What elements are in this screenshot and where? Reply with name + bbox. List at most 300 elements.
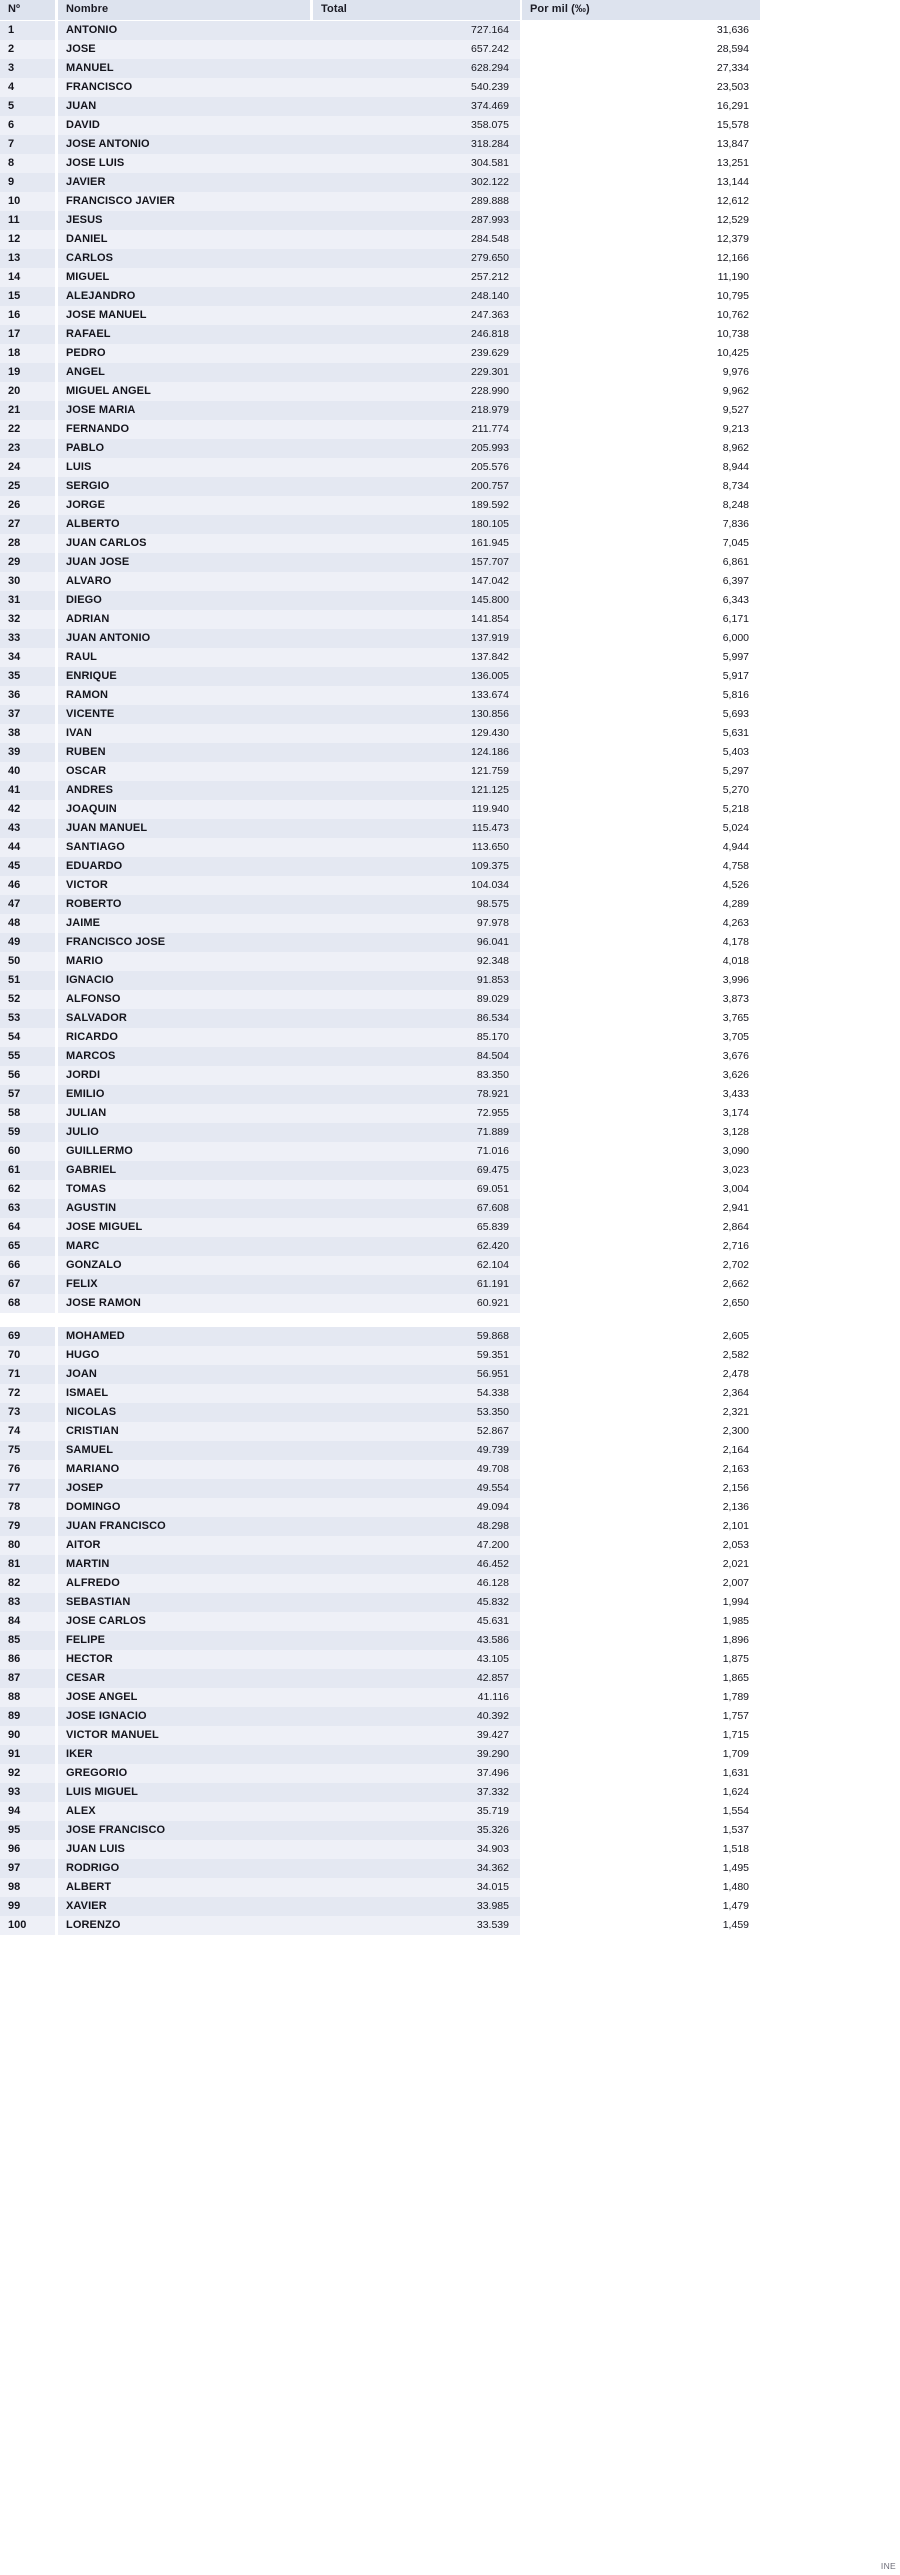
cell-permil: 5,297: [722, 765, 749, 777]
cell-name: XAVIER: [66, 1900, 107, 1912]
table-row[interactable]: [0, 1085, 900, 1104]
cell-name: IGNACIO: [66, 974, 114, 986]
table-row[interactable]: [0, 1764, 900, 1783]
table-row[interactable]: [0, 1726, 900, 1745]
table-row[interactable]: [0, 496, 900, 515]
cell-permil: 1,495: [722, 1862, 749, 1874]
cell-rank: 91: [8, 1748, 21, 1760]
cell-permil: 3,004: [722, 1183, 749, 1195]
cell-rank: 66: [8, 1259, 21, 1271]
cell-rank: 60: [8, 1145, 21, 1157]
cell-name: SEBASTIAN: [66, 1596, 131, 1608]
cell-permil: 2,164: [722, 1444, 749, 1456]
table-row[interactable]: [0, 325, 900, 344]
table-row[interactable]: [0, 154, 900, 173]
table-row[interactable]: [0, 1104, 900, 1123]
cell-rank: 96: [8, 1843, 21, 1855]
cell-permil: 1,994: [722, 1596, 749, 1608]
table-row[interactable]: [0, 1346, 900, 1365]
cell-permil: 3,996: [722, 974, 749, 986]
table-row[interactable]: [0, 1498, 900, 1517]
cell-permil: 3,174: [722, 1107, 749, 1119]
cell-rank: 88: [8, 1691, 21, 1703]
column-header-permil[interactable]: Por mil (‰): [530, 3, 590, 15]
cell-permil: 8,962: [722, 442, 749, 454]
cell-permil: 4,178: [722, 936, 749, 948]
cell-total: 69.475: [476, 1164, 509, 1176]
cell-name: RAFAEL: [66, 328, 111, 340]
cell-total: 53.350: [476, 1406, 509, 1418]
table-row[interactable]: [0, 1593, 900, 1612]
table-row[interactable]: [0, 344, 900, 363]
cell-total: 49.554: [476, 1482, 509, 1494]
cell-permil: 3,626: [722, 1069, 749, 1081]
cell-permil: 27,334: [716, 62, 749, 74]
cell-name: ROBERTO: [66, 898, 122, 910]
cell-rank: 28: [8, 537, 21, 549]
cell-permil: 10,738: [716, 328, 749, 340]
cell-permil: 16,291: [716, 100, 749, 112]
cell-permil: 13,847: [716, 138, 749, 150]
cell-name: FRANCISCO JOSE: [66, 936, 166, 948]
table-row[interactable]: [0, 1294, 900, 1313]
cell-rank: 45: [8, 860, 21, 872]
cell-rank: 2: [8, 43, 15, 55]
cell-total: 86.534: [476, 1012, 509, 1024]
cell-name: HECTOR: [66, 1653, 113, 1665]
table-row[interactable]: [0, 857, 900, 876]
table-row[interactable]: [0, 1631, 900, 1650]
cell-permil: 28,594: [716, 43, 749, 55]
cell-rank: 40: [8, 765, 21, 777]
cell-rank: 58: [8, 1107, 21, 1119]
table-header-row: [0, 0, 900, 20]
cell-permil: 5,997: [722, 651, 749, 663]
cell-permil: 3,023: [722, 1164, 749, 1176]
cell-rank: 33: [8, 632, 21, 644]
cell-name: JOSE CARLOS: [66, 1615, 146, 1627]
cell-rank: 12: [8, 233, 21, 245]
cell-name: IVAN: [66, 727, 92, 739]
table-row[interactable]: [0, 1384, 900, 1403]
cell-total: 540.239: [471, 81, 509, 93]
table-row[interactable]: [0, 1403, 900, 1422]
cell-rank: 93: [8, 1786, 21, 1798]
cell-total: 39.427: [476, 1729, 509, 1741]
cell-permil: 4,289: [722, 898, 749, 910]
table-row[interactable]: [0, 572, 900, 591]
cell-permil: 1,518: [722, 1843, 749, 1855]
table-row[interactable]: [0, 1859, 900, 1878]
cell-total: 115.473: [471, 822, 509, 834]
table-row[interactable]: [0, 1256, 900, 1275]
cell-rank: 43: [8, 822, 21, 834]
cell-name: JAIME: [66, 917, 101, 929]
table-row[interactable]: [0, 1783, 900, 1802]
cell-permil: 23,503: [716, 81, 749, 93]
cell-total: 218.979: [471, 404, 509, 416]
cell-name: JOSE ANGEL: [66, 1691, 138, 1703]
table-row[interactable]: [0, 971, 900, 990]
cell-rank: 37: [8, 708, 21, 720]
table-row[interactable]: [0, 1916, 900, 1935]
table-row[interactable]: [0, 1066, 900, 1085]
table-row[interactable]: [0, 1669, 900, 1688]
table-row[interactable]: [0, 439, 900, 458]
cell-name: MIGUEL: [66, 271, 110, 283]
cell-name: JORDI: [66, 1069, 101, 1081]
cell-total: 45.631: [476, 1615, 509, 1627]
table-row[interactable]: [0, 1840, 900, 1859]
cell-rank: 73: [8, 1406, 21, 1418]
cell-name: ISMAEL: [66, 1387, 109, 1399]
cell-name: DIEGO: [66, 594, 102, 606]
cell-total: 47.200: [476, 1539, 509, 1551]
table-row[interactable]: [0, 705, 900, 724]
cell-rank: 29: [8, 556, 21, 568]
table-row[interactable]: [0, 287, 900, 306]
cell-total: 129.430: [471, 727, 509, 739]
cell-permil: 2,864: [722, 1221, 749, 1233]
table-row[interactable]: [0, 724, 900, 743]
cell-name: JOSE: [66, 43, 96, 55]
cell-rank: 64: [8, 1221, 21, 1233]
cell-permil: 1,896: [722, 1634, 749, 1646]
table-row[interactable]: [0, 1555, 900, 1574]
cell-name: FRANCISCO: [66, 81, 133, 93]
table-row[interactable]: [0, 1460, 900, 1479]
cell-name: JUAN CARLOS: [66, 537, 147, 549]
cell-name: CARLOS: [66, 252, 114, 264]
table-row[interactable]: [0, 21, 900, 40]
cell-permil: 3,433: [722, 1088, 749, 1100]
table-row[interactable]: [0, 211, 900, 230]
cell-total: 35.719: [476, 1805, 509, 1817]
cell-rank: 61: [8, 1164, 21, 1176]
cell-permil: 5,218: [722, 803, 749, 815]
table-row[interactable]: [0, 667, 900, 686]
table-row[interactable]: [0, 306, 900, 325]
cell-permil: 12,529: [716, 214, 749, 226]
cell-permil: 2,605: [722, 1330, 749, 1342]
cell-rank: 86: [8, 1653, 21, 1665]
table-row[interactable]: [0, 591, 900, 610]
cell-rank: 27: [8, 518, 21, 530]
cell-permil: 2,364: [722, 1387, 749, 1399]
cell-rank: 79: [8, 1520, 21, 1532]
cell-permil: 2,163: [722, 1463, 749, 1475]
cell-rank: 70: [8, 1349, 21, 1361]
table-row[interactable]: [0, 534, 900, 553]
table-row[interactable]: [0, 363, 900, 382]
cell-permil: 5,917: [722, 670, 749, 682]
cell-rank: 31: [8, 594, 21, 606]
cell-permil: 8,734: [722, 480, 749, 492]
cell-total: 37.332: [476, 1786, 509, 1798]
cell-permil: 15,578: [716, 119, 749, 131]
table-row[interactable]: [0, 135, 900, 154]
cell-name: FERNANDO: [66, 423, 130, 435]
cell-name: ANTONIO: [66, 24, 118, 36]
table-row[interactable]: [0, 914, 900, 933]
cell-total: 83.350: [476, 1069, 509, 1081]
cell-name: JAVIER: [66, 176, 106, 188]
table-row[interactable]: [0, 1536, 900, 1555]
cell-rank: 36: [8, 689, 21, 701]
cell-name: IKER: [66, 1748, 93, 1760]
cell-name: JUAN ANTONIO: [66, 632, 151, 644]
table-row[interactable]: [0, 686, 900, 705]
table-row[interactable]: [0, 1517, 900, 1536]
table-row[interactable]: [0, 1650, 900, 1669]
cell-permil: 4,526: [722, 879, 749, 891]
cell-name: TOMAS: [66, 1183, 107, 1195]
cell-total: 374.469: [471, 100, 509, 112]
cell-name: ALFREDO: [66, 1577, 120, 1589]
table-row[interactable]: [0, 59, 900, 78]
cell-rank: 22: [8, 423, 21, 435]
table-row[interactable]: [0, 1441, 900, 1460]
table-row[interactable]: [0, 1479, 900, 1498]
cell-permil: 1,631: [722, 1767, 749, 1779]
table-row[interactable]: [0, 933, 900, 952]
cell-rank: 15: [8, 290, 21, 302]
table-row[interactable]: [0, 173, 900, 192]
table-row[interactable]: [0, 192, 900, 211]
cell-total: 71.889: [476, 1126, 509, 1138]
cell-total: 92.348: [476, 955, 509, 967]
cell-total: 54.338: [476, 1387, 509, 1399]
table-row[interactable]: [0, 1161, 900, 1180]
cell-name: VICENTE: [66, 708, 115, 720]
cell-rank: 25: [8, 480, 21, 492]
table-row[interactable]: [0, 762, 900, 781]
table-row[interactable]: [0, 1422, 900, 1441]
table-row[interactable]: [0, 1897, 900, 1916]
table-row[interactable]: [0, 230, 900, 249]
column-header-total[interactable]: Total: [321, 3, 347, 15]
table-row[interactable]: [0, 1612, 900, 1631]
cell-total: 48.298: [476, 1520, 509, 1532]
cell-permil: 1,480: [722, 1881, 749, 1893]
cell-rank: 3: [8, 62, 15, 74]
cell-total: 121.759: [471, 765, 509, 777]
table-row[interactable]: [0, 420, 900, 439]
table-row[interactable]: [0, 1009, 900, 1028]
cell-total: 33.539: [476, 1919, 509, 1931]
table-row[interactable]: [0, 458, 900, 477]
cell-name: MARC: [66, 1240, 100, 1252]
cell-rank: 80: [8, 1539, 21, 1551]
table-row[interactable]: [0, 1123, 900, 1142]
table-row[interactable]: [0, 268, 900, 287]
table-row[interactable]: [0, 610, 900, 629]
cell-permil: 3,128: [722, 1126, 749, 1138]
cell-rank: 82: [8, 1577, 21, 1589]
column-header-name[interactable]: Nombre: [66, 3, 109, 15]
table-row[interactable]: [0, 1218, 900, 1237]
cell-permil: 13,144: [716, 176, 749, 188]
cell-permil: 9,976: [722, 366, 749, 378]
cell-total: 137.842: [471, 651, 509, 663]
table-row[interactable]: [0, 629, 900, 648]
cell-rank: 78: [8, 1501, 21, 1513]
cell-total: 49.739: [476, 1444, 509, 1456]
cell-rank: 16: [8, 309, 21, 321]
cell-permil: 1,479: [722, 1900, 749, 1912]
cell-rank: 11: [8, 214, 20, 226]
cell-rank: 68: [8, 1297, 21, 1309]
table-row[interactable]: [0, 97, 900, 116]
table-row[interactable]: [0, 40, 900, 59]
table-row[interactable]: [0, 990, 900, 1009]
cell-total: 318.284: [471, 138, 509, 150]
cell-name: JESUS: [66, 214, 103, 226]
cell-total: 39.290: [476, 1748, 509, 1760]
cell-permil: 31,636: [716, 24, 749, 36]
table-row[interactable]: [0, 1707, 900, 1726]
table-row[interactable]: [0, 1199, 900, 1218]
table-row[interactable]: [0, 553, 900, 572]
cell-total: 141.854: [471, 613, 509, 625]
cell-rank: 7: [8, 138, 15, 150]
cell-name: FELIX: [66, 1278, 98, 1290]
cell-permil: 5,631: [722, 727, 749, 739]
cell-total: 246.818: [471, 328, 509, 340]
cell-total: 59.868: [476, 1330, 509, 1342]
cell-name: MIGUEL ANGEL: [66, 385, 151, 397]
cell-name: RUBEN: [66, 746, 106, 758]
cell-rank: 1: [8, 24, 15, 36]
cell-permil: 6,861: [722, 556, 749, 568]
cell-name: JUAN JOSE: [66, 556, 130, 568]
cell-rank: 39: [8, 746, 21, 758]
table-row[interactable]: [0, 952, 900, 971]
table-row[interactable]: [0, 477, 900, 496]
cell-total: 34.903: [476, 1843, 509, 1855]
table-row[interactable]: [0, 78, 900, 97]
cell-rank: 5: [8, 100, 15, 112]
cell-permil: 2,300: [722, 1425, 749, 1437]
cell-permil: 2,478: [722, 1368, 749, 1380]
table-row[interactable]: [0, 895, 900, 914]
cell-rank: 59: [8, 1126, 21, 1138]
cell-name: HUGO: [66, 1349, 100, 1361]
cell-total: 147.042: [471, 575, 509, 587]
table-row[interactable]: [0, 1180, 900, 1199]
table-row[interactable]: [0, 382, 900, 401]
table-row[interactable]: [0, 116, 900, 135]
table-row[interactable]: [0, 1365, 900, 1384]
cell-permil: 1,875: [722, 1653, 749, 1665]
cell-total: 96.041: [476, 936, 509, 948]
cell-total: 180.105: [471, 518, 509, 530]
table-row[interactable]: [0, 515, 900, 534]
table-row[interactable]: [0, 838, 900, 857]
table-row[interactable]: [0, 1821, 900, 1840]
table-row[interactable]: [0, 1878, 900, 1897]
cell-name: JOSE MARIA: [66, 404, 136, 416]
table-row[interactable]: [0, 1028, 900, 1047]
cell-permil: 10,425: [716, 347, 749, 359]
table-row[interactable]: [0, 800, 900, 819]
cell-rank: 57: [8, 1088, 21, 1100]
cell-name: JOSE ANTONIO: [66, 138, 150, 150]
table-row[interactable]: [0, 1574, 900, 1593]
cell-permil: 2,053: [722, 1539, 749, 1551]
table-row[interactable]: [0, 1802, 900, 1821]
table-row[interactable]: [0, 1237, 900, 1256]
table-row[interactable]: [0, 876, 900, 895]
cell-permil: 1,537: [722, 1824, 749, 1836]
cell-permil: 10,762: [716, 309, 749, 321]
table-row[interactable]: [0, 1275, 900, 1294]
cell-rank: 24: [8, 461, 21, 473]
table-row[interactable]: [0, 1327, 900, 1346]
cell-permil: 2,941: [722, 1202, 749, 1214]
cell-permil: 2,021: [722, 1558, 749, 1570]
cell-permil: 4,758: [722, 860, 749, 872]
cell-permil: 3,873: [722, 993, 749, 1005]
cell-permil: 3,090: [722, 1145, 749, 1157]
cell-total: 34.015: [476, 1881, 509, 1893]
cell-rank: 44: [8, 841, 21, 853]
cell-total: 91.853: [476, 974, 509, 986]
cell-total: 257.212: [471, 271, 509, 283]
cell-rank: 62: [8, 1183, 21, 1195]
cell-permil: 3,765: [722, 1012, 749, 1024]
table-row[interactable]: [0, 1047, 900, 1066]
cell-permil: 4,018: [722, 955, 749, 967]
cell-name: ALBERT: [66, 1881, 112, 1893]
cell-name: JULIO: [66, 1126, 99, 1138]
table-row[interactable]: [0, 781, 900, 800]
cell-rank: 67: [8, 1278, 21, 1290]
column-header-rank[interactable]: Nº: [8, 3, 21, 15]
cell-name: CESAR: [66, 1672, 106, 1684]
table-row[interactable]: [0, 249, 900, 268]
table-row[interactable]: [0, 648, 900, 667]
table-row[interactable]: [0, 1745, 900, 1764]
cell-total: 157.707: [471, 556, 509, 568]
cell-total: 43.105: [476, 1653, 509, 1665]
cell-total: 84.504: [476, 1050, 509, 1062]
cell-total: 304.581: [471, 157, 509, 169]
cell-permil: 5,270: [722, 784, 749, 796]
cell-total: 98.575: [476, 898, 509, 910]
cell-total: 205.993: [471, 442, 509, 454]
table-row[interactable]: [0, 743, 900, 762]
cell-permil: 2,702: [722, 1259, 749, 1271]
cell-permil: 2,650: [722, 1297, 749, 1309]
table-row[interactable]: [0, 1142, 900, 1161]
cell-total: 78.921: [476, 1088, 509, 1100]
cell-permil: 4,263: [722, 917, 749, 929]
cell-total: 33.985: [476, 1900, 509, 1912]
table-row[interactable]: [0, 819, 900, 838]
cell-total: 229.301: [471, 366, 509, 378]
cell-name: VICTOR MANUEL: [66, 1729, 159, 1741]
source-footer: INE: [880, 2561, 896, 2571]
table-row[interactable]: [0, 401, 900, 420]
cell-name: VICTOR: [66, 879, 108, 891]
cell-name: LUIS MIGUEL: [66, 1786, 138, 1798]
cell-total: 72.955: [476, 1107, 509, 1119]
cell-name: JOSE RAMON: [66, 1297, 141, 1309]
table-row[interactable]: [0, 1688, 900, 1707]
cell-total: 113.650: [471, 841, 509, 853]
cell-name: ALBERTO: [66, 518, 120, 530]
